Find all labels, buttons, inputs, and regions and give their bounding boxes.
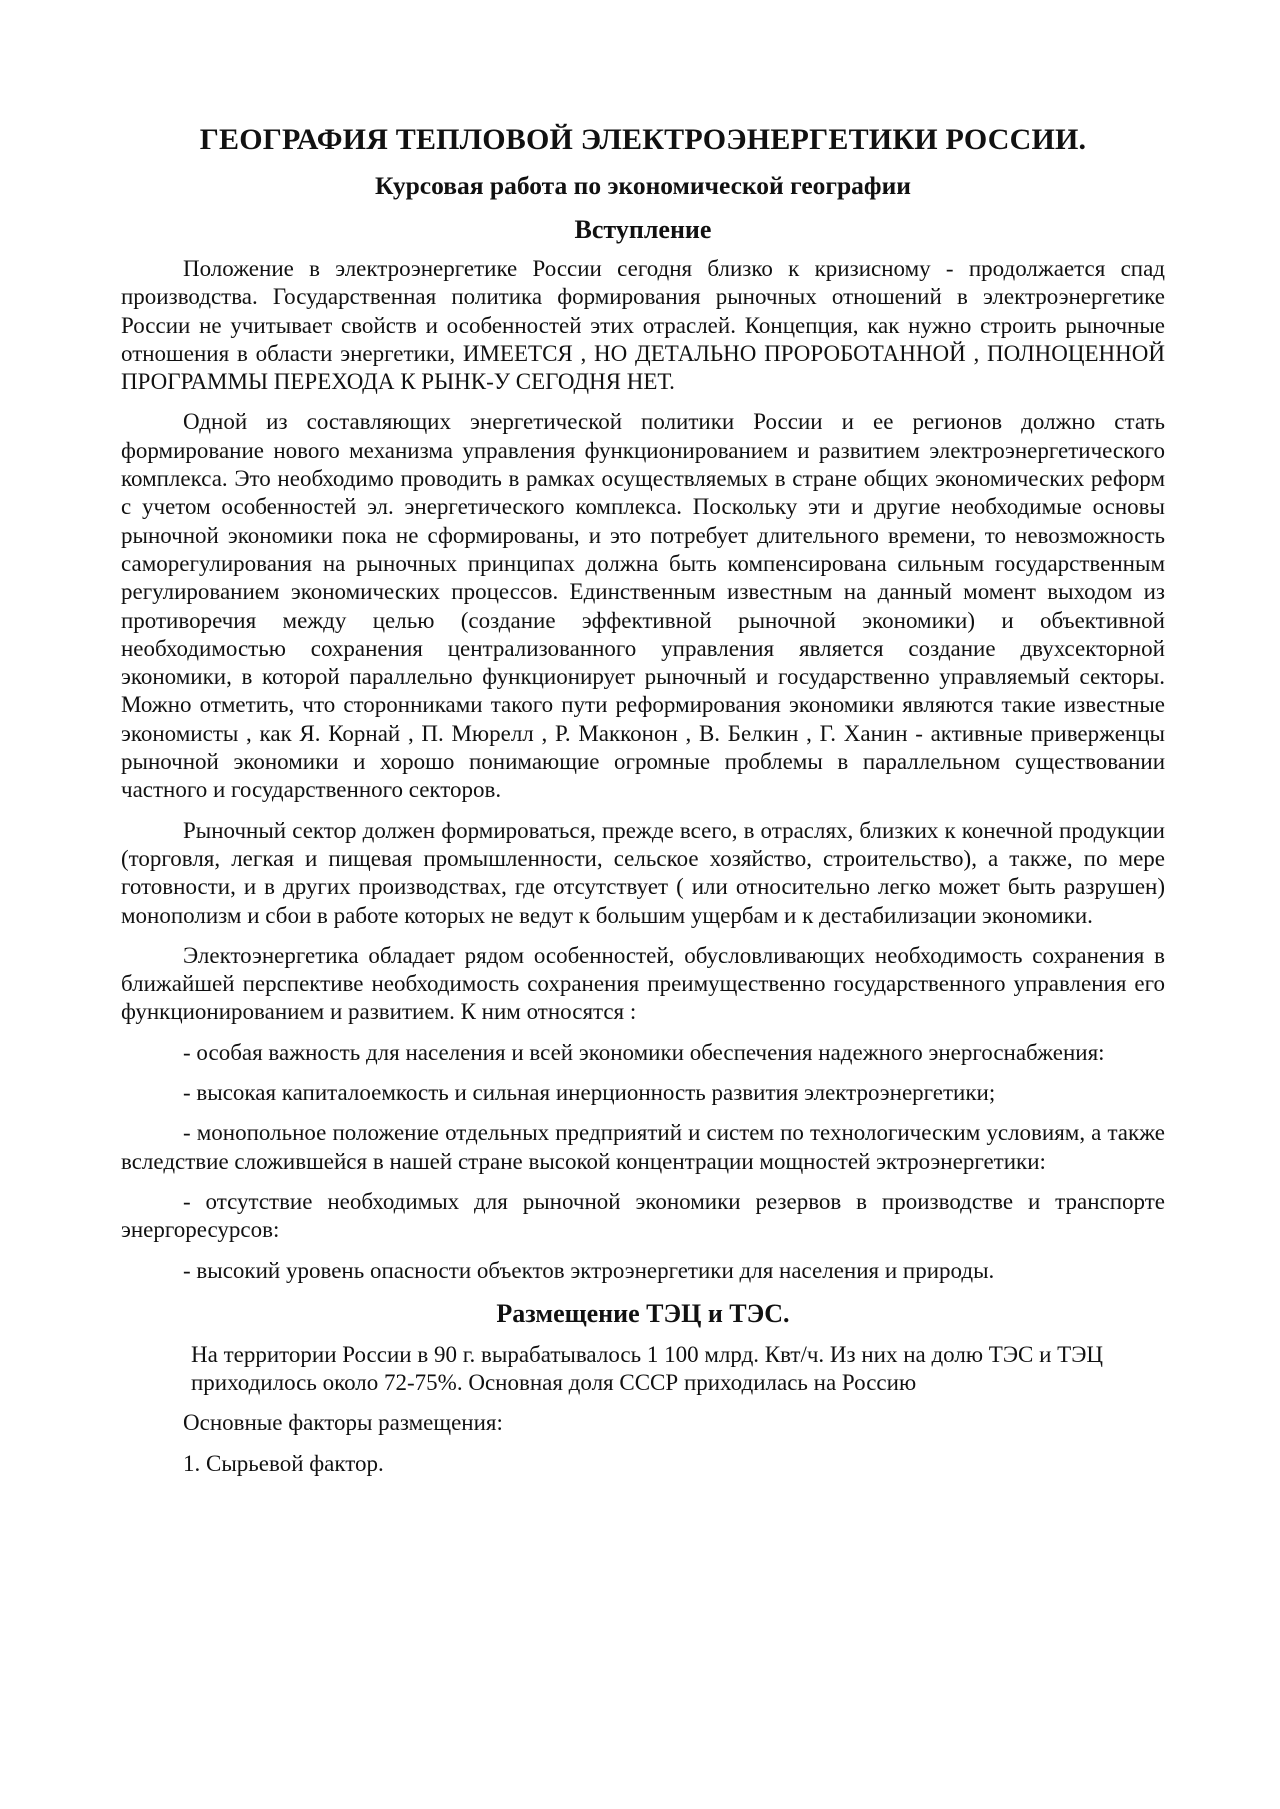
list-item-capital: - высокая капиталоемкость и сильная инерционность развития электроэнергетики; <box>183 1080 996 1106</box>
section-paragraph: На территории России в 90 г. вырабатывалось 1 100 млрд. Квт/ч. Из них на долю ТЭС и ТЭЦ приходилось около 72-75%. Основная доля СССР приходилась на Россию <box>191 1341 1104 1396</box>
document-subtitle: Курсовая работа по экономической географии <box>375 171 911 200</box>
document-title: ГЕОГРАФИЯ ТЕПЛОВОЙ ЭЛЕКТРОЭНЕРГЕТИКИ РОССИИ. <box>199 123 1087 156</box>
list-item-danger: - высокий уровень опасности объектов эктроэнергетики для населения и природы. <box>183 1257 995 1283</box>
list-item-monopoly: - монопольное положение отдельных предприятий и систем по технологическим условиям, а также вследствие сложившейся в нашей стране высокой концентрации мощностей эктроэнергетики: <box>121 1120 1165 1174</box>
paragraph-features-intro: Электоэнергетика обладает рядом особенностей, обусловливающих необходимость сохранения в ближайшей перспективе необходимость сохранения преимущественно государственного управления его функционированием и развитием. К ним относятся : <box>121 942 1165 1025</box>
list-item-importance: - особая важность для населения и всей экономики обеспечения надежного энергоснабжения: <box>183 1039 1105 1065</box>
list-item-reserves: - отсутствие необходимых для рыночной экономики резервов в производстве и транспорте энергоресурсов: <box>121 1188 1165 1243</box>
document-page <box>121 122 1165 1490</box>
paragraph-market-sector: Рыночный сектор должен формироваться, прежде всего, в отраслях, близких к конечной продукции (торговля, легкая и пищевая промышленности, сельское хозяйство, строительство), а также, по мере готовности, и в других производствах, где отсутствует ( или относительно легко может быть разрушен) монополизм и сбои в работе которых не ведут к большим ущербам и к дестабилизации экономики. <box>121 817 1165 928</box>
section-heading: Размещение ТЭЦ и ТЭС. <box>496 1298 790 1328</box>
factors-intro: Основные факторы размещения: <box>183 1410 503 1436</box>
intro-heading: Вступление <box>574 215 712 244</box>
factor-item-1: 1. Сырьевой фактор. <box>183 1450 384 1476</box>
paragraph-policy: Одной из составляющих энергетической политики России и ее регионов должно стать формирование нового механизма управления функционированием и развитием электроэнергетического комплекса. Это необходимо проводить в рамках осуществляемых в стране общих экономических реформ с учетом особенностей эл. энергетического комплекса. Поскольку эти и другие необходимые основы рыночной экономики пока не сформированы, и это потребует длительного времени, то невозможность саморегулирования на рыночных принципах должна быть компенсирована сильным государственным регулированием экономических процессов. Единственным известным на данный момент выходом из противоречия между целью (создание эффективной рыночной экономики) и объективной необходимостью сохранения централизованного управления является создание двухсекторной экономики, в которой параллельно функционирует рыночный и государственно управляемый секторы. Можно отметить, что сторонниками такого пути реформирования экономики являются такие известные экономисты , как Я. Корнай , П. Мюрелл , Р. Макконон , В. Белкин , Г. Ханин - активные приверженцы рыночной экономики и хорошо понимающие огромные проблемы в параллельном существовании частного и государственного секторов. <box>121 409 1165 803</box>
paragraph-situation: Положение в электроэнергетике России сегодня близко к кризисному - продолжается спад производства. Государственная политика формирования рыночных отношений в электроэнергетике России не учитывает свойств и особенностей этих отраслей. Концепция, как нужно строить рыночные отношения в области энергетики, ИМЕЕТСЯ , НО ДЕТАЛЬНО ПРОРОБОТАННОЙ , ПОЛНОЦЕННОЙ ПРОГРАММЫ ПЕРЕХОДА К РЫНК-У СЕГОДНЯ НЕТ. <box>121 256 1165 395</box>
